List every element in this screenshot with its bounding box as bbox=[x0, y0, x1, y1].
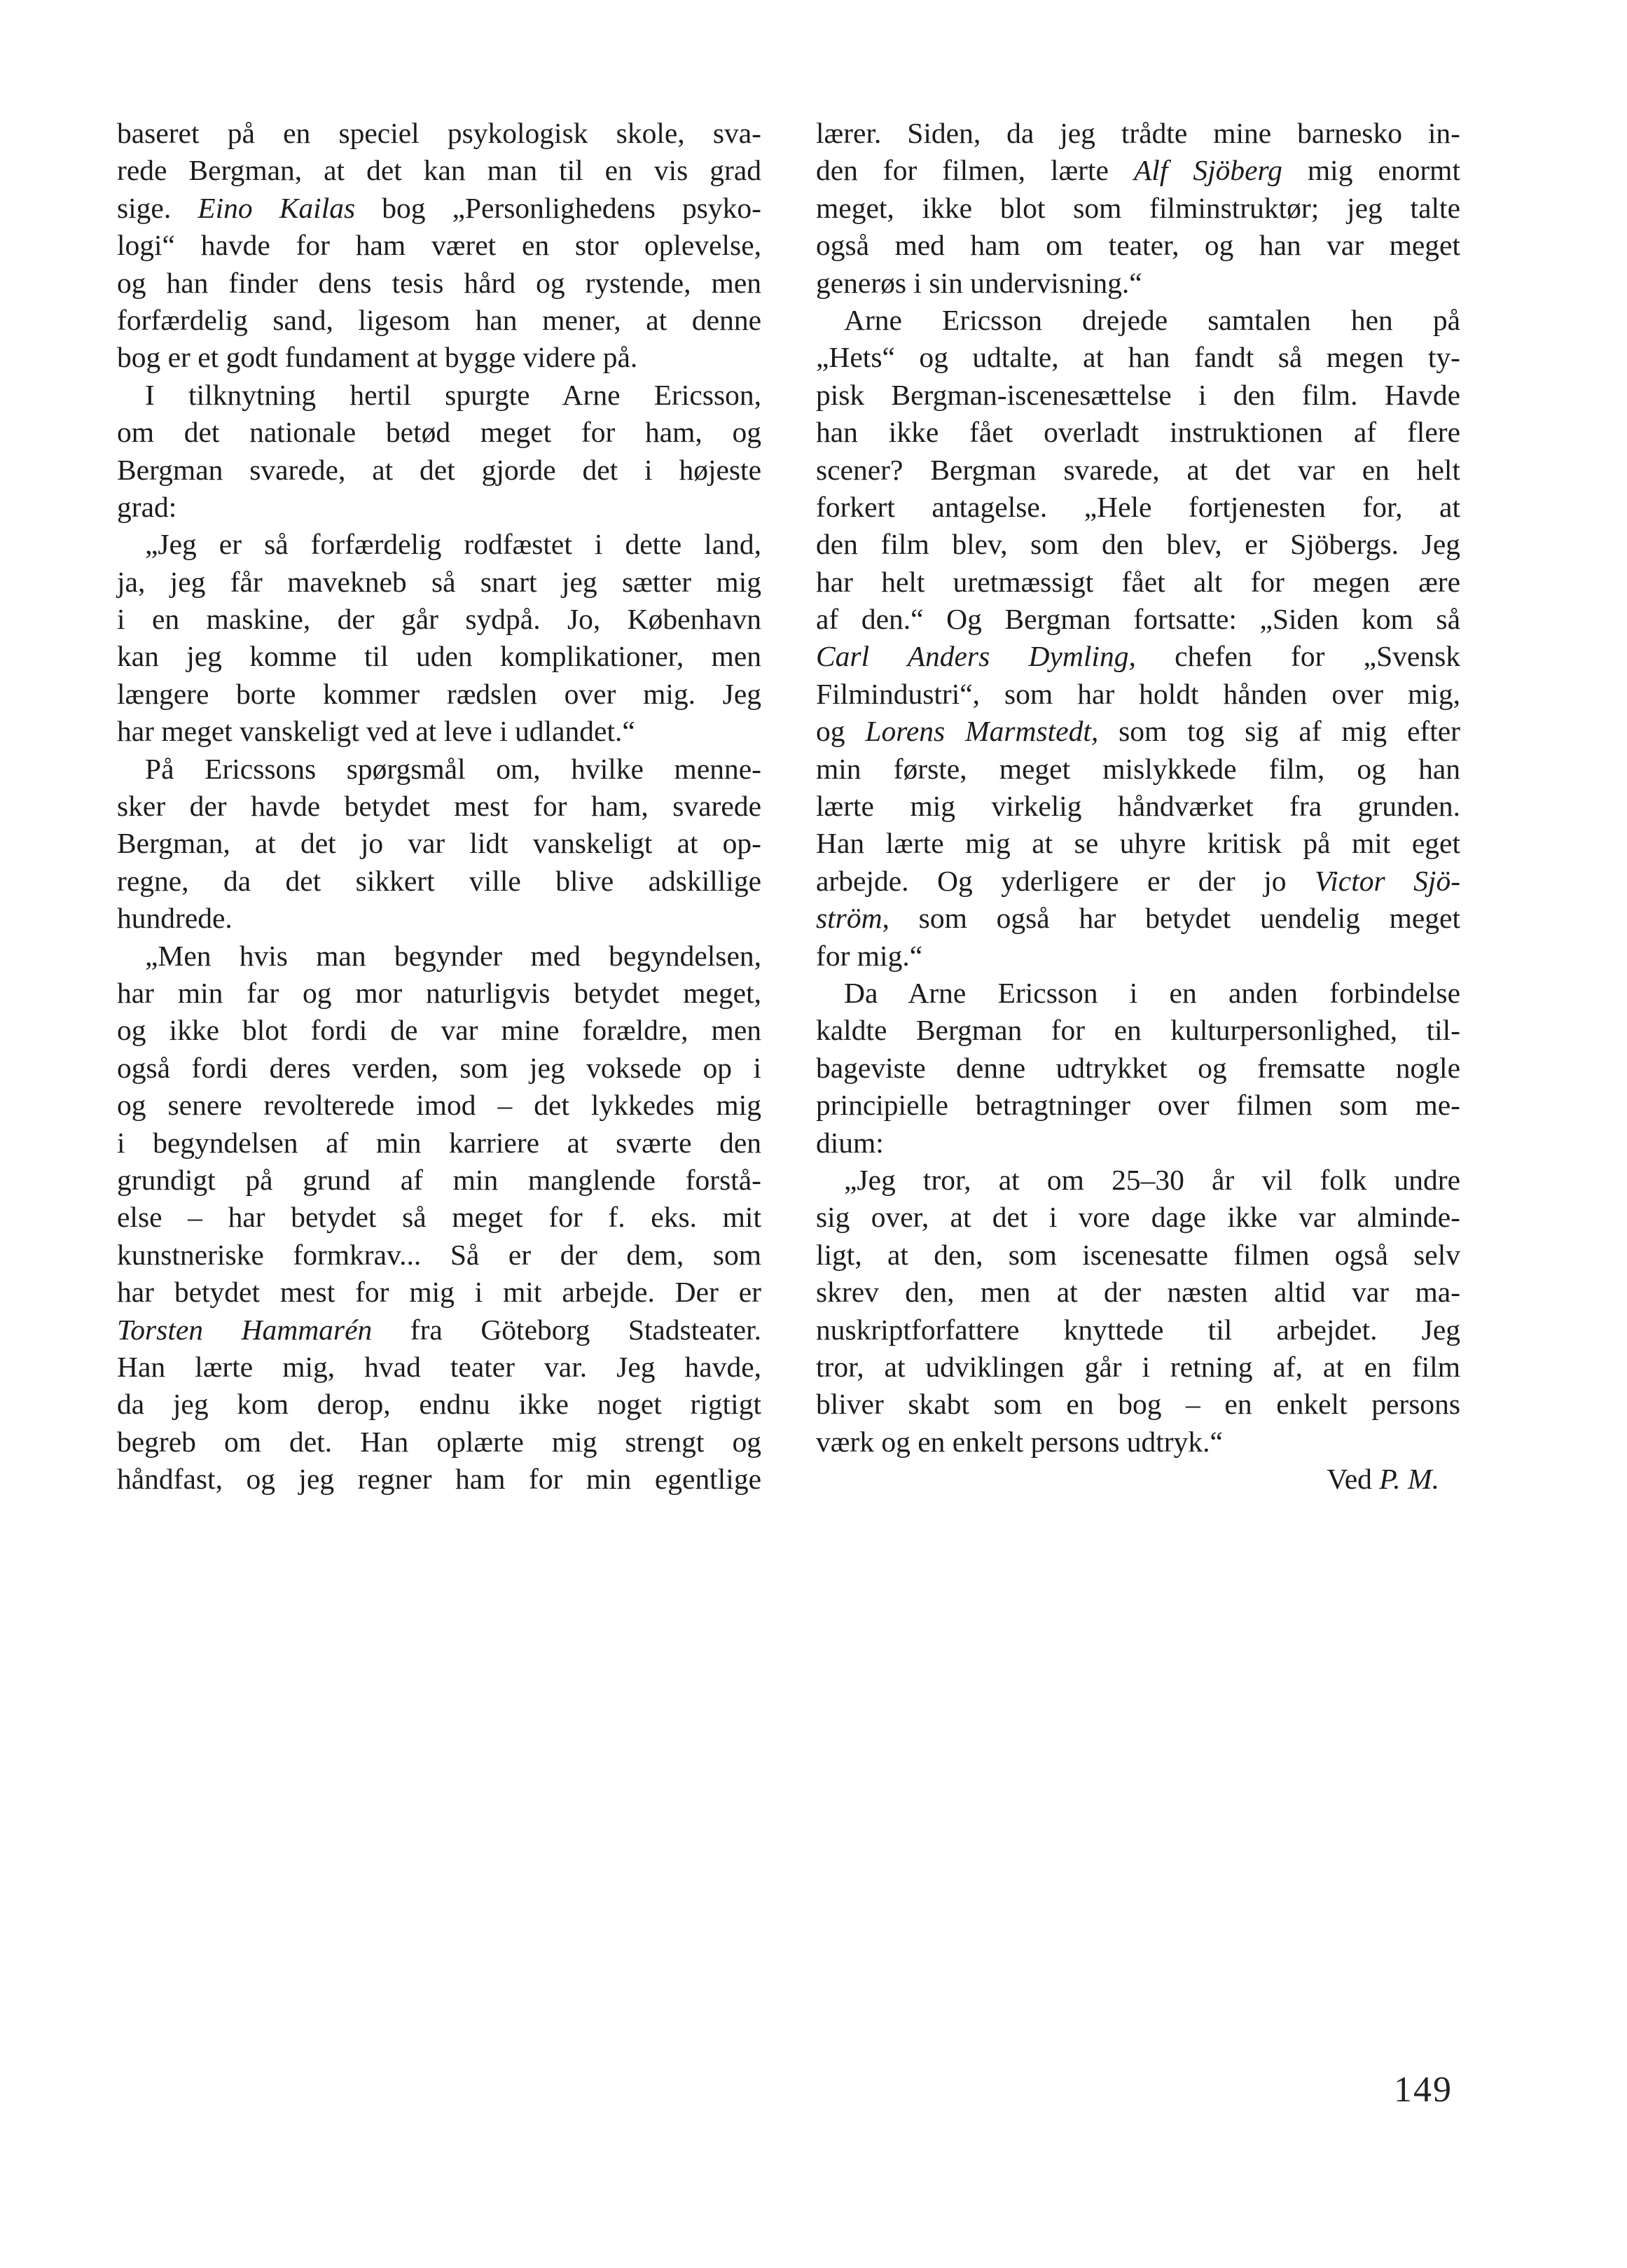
text-line bbox=[117, 1386, 761, 1423]
text-line bbox=[816, 1087, 1460, 1124]
text-line bbox=[117, 1162, 761, 1199]
text-segment: På Ericssons spørgsmål om, hvilke menne- bbox=[145, 752, 761, 785]
text-line bbox=[816, 1274, 1460, 1311]
text-segment: sige. bbox=[117, 191, 198, 224]
text-line bbox=[816, 1050, 1460, 1087]
text-segment: I tilknytning hertil spurgte Arne Ericsson, bbox=[145, 378, 761, 411]
text-line bbox=[816, 975, 1460, 1012]
text-line bbox=[117, 975, 761, 1012]
text-line bbox=[117, 1125, 761, 1162]
italic-name: Torsten Hammarén bbox=[117, 1313, 373, 1346]
text-line bbox=[816, 1386, 1460, 1423]
text-line bbox=[117, 1087, 761, 1124]
text-segment: og senere revolterede imod – det lykkedes mig bbox=[117, 1089, 761, 1122]
text-line bbox=[816, 638, 1460, 675]
text-line bbox=[816, 526, 1460, 563]
italic-name: Lorens Marmstedt, bbox=[865, 715, 1099, 748]
text-segment: tror, at udviklingen går i retning af, at en film bbox=[816, 1350, 1460, 1383]
text-line bbox=[117, 788, 761, 825]
text-segment: den for filmen, lærte bbox=[816, 154, 1134, 187]
text-segment: den film blev, som den blev, er Sjöbergs. Jeg bbox=[816, 528, 1460, 561]
text-segment: pisk Bergman-iscenesættelse i den film. Havde bbox=[816, 378, 1460, 411]
text-segment: grad: bbox=[117, 490, 177, 523]
text-line bbox=[117, 1012, 761, 1049]
text-line bbox=[117, 377, 761, 414]
text-segment: ligt, at den, som iscenesatte filmen også selv bbox=[816, 1238, 1460, 1271]
text-segment: regne, da det sikkert ville blive adskillige bbox=[117, 864, 761, 897]
text-segment: Da Arne Ericsson i en anden forbindelse bbox=[844, 976, 1460, 1009]
text-segment: Han lærte mig, hvad teater var. Jeg havde, bbox=[117, 1350, 761, 1383]
text-segment: også med ham om teater, og han var meget bbox=[816, 229, 1460, 262]
text-segment: og ikke blot fordi de var mine forældre, men bbox=[117, 1014, 761, 1047]
text-line bbox=[816, 1012, 1460, 1049]
text-line bbox=[117, 1461, 761, 1498]
text-segment: forfærdelig sand, ligesom han mener, at denne bbox=[117, 303, 761, 336]
text-segment: i begyndelsen af min karriere at sværte den bbox=[117, 1126, 761, 1159]
text-line bbox=[117, 1237, 761, 1274]
text-segment: meget, ikke blot som filminstruktør; jeg talte bbox=[816, 191, 1460, 224]
text-segment: han ikke fået overladt instruktionen af flere bbox=[816, 416, 1460, 449]
text-segment: min første, meget mislykkede film, og han bbox=[816, 752, 1460, 785]
italic-name: Alf Sjöberg bbox=[1133, 154, 1282, 187]
text-line bbox=[816, 863, 1460, 900]
text-line bbox=[117, 638, 761, 675]
text-line bbox=[816, 190, 1460, 227]
text-line bbox=[816, 1125, 1460, 1162]
right-column bbox=[816, 115, 1460, 1498]
text-line bbox=[816, 938, 1460, 975]
text-segment: Filmindustri“, som har holdt hånden over mig, bbox=[816, 677, 1460, 710]
left-column bbox=[117, 115, 761, 1498]
text-line bbox=[816, 302, 1460, 339]
text-segment: „Men hvis man begynder med begyndelsen, bbox=[145, 939, 761, 972]
text-line bbox=[816, 152, 1460, 189]
text-segment: skrev den, men at der næsten altid var ma- bbox=[816, 1276, 1460, 1309]
text-segment: bageviste denne udtrykket og fremsatte nogle bbox=[816, 1051, 1460, 1084]
text-segment: værk og en enkelt persons udtryk.“ bbox=[816, 1425, 1223, 1458]
text-segment: også fordi deres verden, som jeg voksede op i bbox=[117, 1051, 761, 1084]
italic-name: ström, bbox=[816, 902, 889, 935]
text-line bbox=[816, 339, 1460, 376]
text-segment: Bergman, at det jo var lidt vanskeligt at op- bbox=[117, 827, 761, 860]
text-line bbox=[117, 938, 761, 975]
text-line bbox=[117, 227, 761, 264]
text-segment: logi“ havde for ham været en stor oplevelse, bbox=[117, 229, 761, 262]
text-line bbox=[117, 190, 761, 227]
byline bbox=[816, 1461, 1460, 1498]
italic-name: P. M. bbox=[1379, 1463, 1439, 1496]
text-segment: håndfast, og jeg regner ham for min egentlige bbox=[117, 1463, 761, 1496]
text-line bbox=[816, 751, 1460, 788]
text-line bbox=[117, 900, 761, 937]
text-segment: længere borte kommer rædslen over mig. Jeg bbox=[117, 677, 761, 710]
text-line bbox=[117, 564, 761, 601]
text-segment: har min far og mor naturligvis betydet meget, bbox=[117, 976, 761, 1009]
text-line bbox=[816, 265, 1460, 302]
text-segment: ja, jeg får mavekneb så snart jeg sætter mig bbox=[117, 565, 761, 598]
text-segment: grundigt på grund af min manglende forstå- bbox=[117, 1163, 761, 1196]
text-segment: generøs i sin undervisning.“ bbox=[816, 266, 1142, 299]
text-segment: bliver skabt som en bog – en enkelt persons bbox=[816, 1388, 1460, 1421]
text-segment: „Jeg er så forfærdelig rodfæstet i dette land, bbox=[145, 528, 761, 561]
text-segment: og han finder dens tesis hård og rystende, men bbox=[117, 266, 761, 299]
text-line bbox=[816, 825, 1460, 862]
text-segment: principielle betragtninger over filmen som me- bbox=[816, 1089, 1460, 1122]
text-line bbox=[117, 676, 761, 713]
text-line bbox=[816, 713, 1460, 750]
text-line bbox=[816, 1424, 1460, 1461]
text-segment: dium: bbox=[816, 1126, 884, 1159]
text-line bbox=[816, 676, 1460, 713]
text-line bbox=[816, 1199, 1460, 1236]
text-segment: for mig.“ bbox=[816, 939, 923, 972]
italic-name: Victor Sjö- bbox=[1315, 864, 1461, 897]
text-segment: „Jeg tror, at om 25–30 år vil folk undre bbox=[844, 1163, 1460, 1196]
text-line bbox=[117, 1312, 761, 1349]
text-line bbox=[816, 1162, 1460, 1199]
text-line bbox=[117, 713, 761, 750]
text-segment: begreb om det. Han oplærte mig strengt og bbox=[117, 1425, 761, 1458]
text-segment: og bbox=[816, 715, 866, 748]
text-segment: Han lærte mig at se uhyre kritisk på mit eget bbox=[816, 827, 1460, 860]
text-line bbox=[816, 1237, 1460, 1274]
text-line bbox=[816, 414, 1460, 451]
text-line bbox=[117, 526, 761, 563]
text-segment: mig enormt bbox=[1282, 154, 1460, 187]
text-line bbox=[117, 152, 761, 189]
text-segment: hundrede. bbox=[117, 902, 233, 935]
text-segment: Bergman svarede, at det gjorde det i højeste bbox=[117, 453, 761, 486]
text-line bbox=[117, 339, 761, 376]
text-segment: lærer. Siden, da jeg trådte mine barnesko in- bbox=[816, 117, 1460, 149]
text-line bbox=[117, 751, 761, 788]
page-number: 149 bbox=[1394, 2070, 1453, 2110]
italic-name: Eino Kailas bbox=[198, 191, 356, 224]
text-segment: har betydet mest for mig i mit arbejde. Der er bbox=[117, 1276, 761, 1309]
text-segment: nuskriptforfattere knyttede til arbejdet. Jeg bbox=[816, 1313, 1460, 1346]
text-segment: som tog sig af mig efter bbox=[1098, 715, 1460, 748]
text-line bbox=[816, 564, 1460, 601]
text-segment: af den.“ Og Bergman fortsatte: „Siden kom så bbox=[816, 603, 1460, 636]
text-line bbox=[816, 227, 1460, 264]
text-line bbox=[117, 1424, 761, 1461]
text-line bbox=[117, 115, 761, 152]
text-line bbox=[117, 1349, 761, 1386]
text-segment: sker der havde betydet mest for ham, svarede bbox=[117, 790, 761, 823]
text-line bbox=[816, 377, 1460, 414]
text-segment: arbejde. Og yderligere er der jo bbox=[816, 864, 1315, 897]
text-line bbox=[117, 452, 761, 489]
text-segment: rede Bergman, at det kan man til en vis grad bbox=[117, 154, 761, 187]
text-segment: scener? Bergman svarede, at det var en helt bbox=[816, 453, 1460, 486]
text-segment: lærte mig virkelig håndværket fra grunden. bbox=[816, 790, 1460, 823]
text-segment: forkert antagelse. „Hele fortjenesten for, at bbox=[816, 490, 1460, 523]
italic-name: Carl Anders Dymling, bbox=[816, 640, 1136, 673]
text-line bbox=[816, 115, 1460, 152]
text-segment: Arne Ericsson drejede samtalen hen på bbox=[844, 303, 1460, 336]
text-segment: da jeg kom derop, endnu ikke noget rigtigt bbox=[117, 1388, 761, 1421]
text-segment: kunstneriske formkrav... Så er der dem, som bbox=[117, 1238, 761, 1271]
text-line bbox=[816, 1349, 1460, 1386]
text-segment: „Hets“ og udtalte, at han fandt så megen ty- bbox=[816, 341, 1460, 374]
text-line bbox=[117, 1274, 761, 1311]
text-line bbox=[816, 452, 1460, 489]
text-segment: bog er et godt fundament at bygge videre på. bbox=[117, 341, 638, 374]
text-line bbox=[816, 788, 1460, 825]
text-segment: som også har betydet uendelig meget bbox=[889, 902, 1460, 935]
text-line bbox=[117, 601, 761, 638]
text-line bbox=[117, 265, 761, 302]
text-segment: har helt uretmæssigt fået alt for megen ære bbox=[816, 565, 1460, 598]
text-line bbox=[117, 489, 761, 526]
text-line bbox=[816, 601, 1460, 638]
text-line bbox=[117, 302, 761, 339]
text-segment: sig over, at det i vore dage ikke var alminde- bbox=[816, 1201, 1460, 1234]
text-segment: else – har betydet så meget for f. eks. mit bbox=[117, 1201, 761, 1234]
text-segment: om det nationale betød meget for ham, og bbox=[117, 416, 761, 449]
text-segment: baseret på en speciel psykologisk skole, sva- bbox=[117, 117, 761, 149]
text-line bbox=[117, 1050, 761, 1087]
text-segment: bog „Personlighedens psyko- bbox=[355, 191, 761, 224]
text-line bbox=[816, 1312, 1460, 1349]
text-segment: chefen for „Svensk bbox=[1135, 640, 1460, 673]
text-segment: kaldte Bergman for en kulturpersonlighed, til- bbox=[816, 1014, 1460, 1047]
text-segment: har meget vanskeligt ved at leve i udlandet.“ bbox=[117, 715, 635, 748]
text-line bbox=[117, 414, 761, 451]
text-line bbox=[117, 825, 761, 862]
text-segment: i en maskine, der går sydpå. Jo, København bbox=[117, 603, 761, 636]
text-line bbox=[816, 900, 1460, 937]
text-segment: Ved bbox=[1327, 1463, 1380, 1496]
text-line bbox=[117, 1199, 761, 1236]
text-segment: kan jeg komme til uden komplikationer, men bbox=[117, 640, 761, 673]
text-line bbox=[816, 489, 1460, 526]
text-segment: fra Göteborg Stadsteater. bbox=[372, 1313, 761, 1346]
text-line bbox=[117, 863, 761, 900]
